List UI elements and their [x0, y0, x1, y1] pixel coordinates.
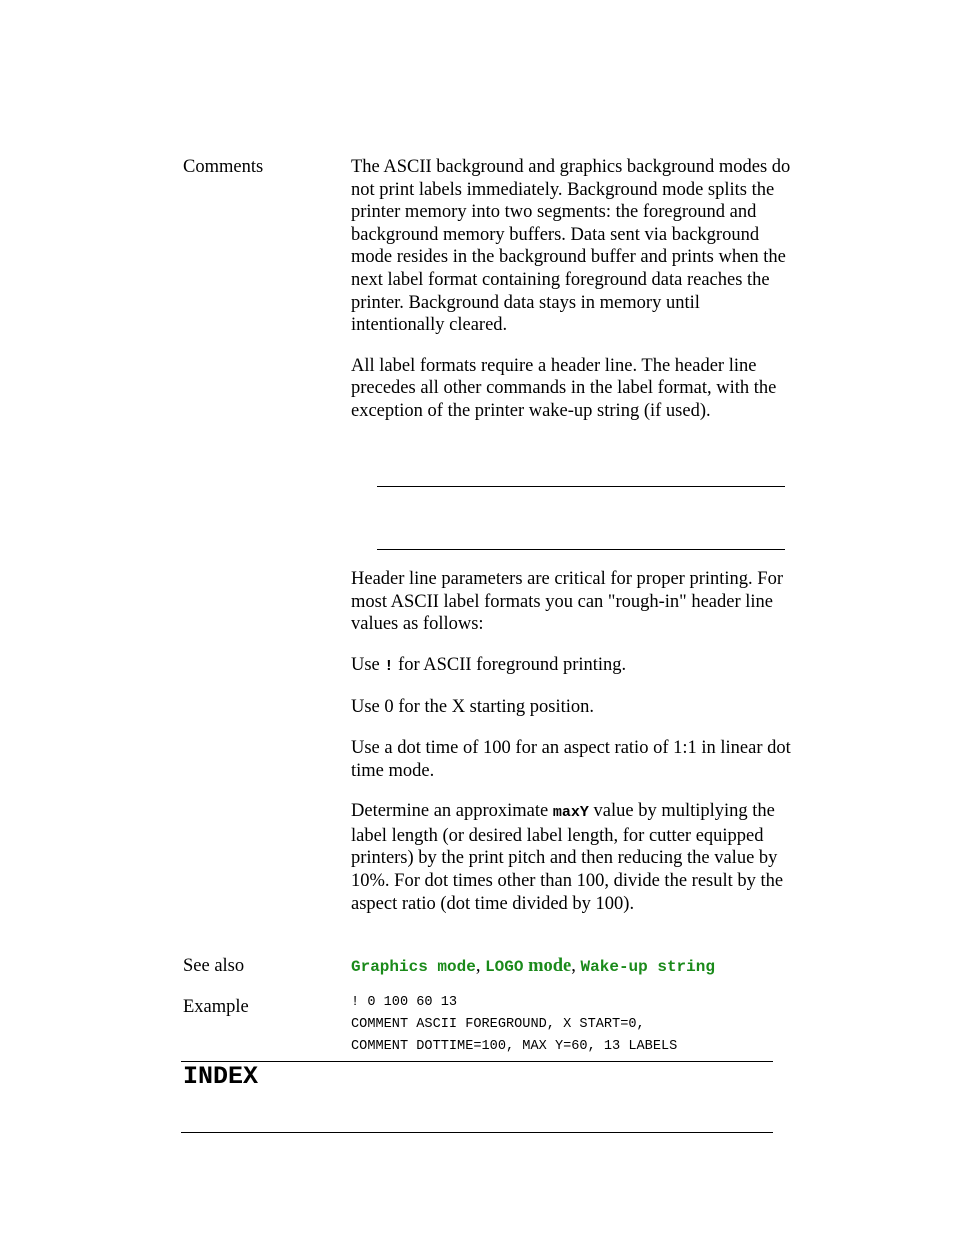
- note-top-rule: [377, 486, 785, 487]
- index-bottom-rule: [181, 1132, 773, 1133]
- header-params-paragraph: Header line parameters are critical for proper printing. For most ASCII label formats you can "rough-in" header line values as follows:: [351, 569, 783, 635]
- index-top-rule: [181, 1061, 773, 1062]
- code-line: COMMENT DOTTIME=100, MAX Y=60, 13 LABELS: [351, 1039, 678, 1054]
- code-line: ! 0 100 60 13: [351, 995, 458, 1010]
- graphics-mode-link[interactable]: Graphics mode: [351, 958, 476, 976]
- ascii-foreground-tip: Use ! for ASCII foreground printing.: [351, 654, 627, 675]
- comments-body: [351, 156, 791, 423]
- maxy-tip: Determine an approximate maxY value by multiplying the label length (or desired label length, for cutter equipped printers) by the print pitch and then reducing the value by 10%. For dot times other than 100, divide the result by the aspect ratio (dot time divided by 100).: [351, 801, 784, 914]
- see-also-links: Graphics mode, LOGO mode, Wake-up string: [351, 956, 715, 976]
- wake-up-string-link[interactable]: Wake-up string: [580, 958, 715, 976]
- bang-code: !: [384, 657, 394, 675]
- logo-mode-link[interactable]: LOGO mode: [485, 956, 572, 976]
- dot-time-tip: Use a dot time of 100 for an aspect ratio of 1:1 in linear dot time mode.: [351, 737, 791, 781]
- header-notes: [351, 568, 791, 915]
- maxy-code: maxY: [552, 804, 589, 822]
- example-code: [351, 992, 677, 1058]
- x-start-tip: Use 0 for the X starting position.: [351, 697, 595, 718]
- example-label: Example: [183, 997, 249, 1017]
- code-line: COMMENT ASCII FOREGROUND, X START=0,: [351, 1017, 645, 1032]
- comments-paragraph-2: All label formats require a header line. The header line precedes all other commands in the label format, with the exception of the printer wake-up string (if used).: [351, 355, 777, 421]
- note-bottom-rule: [377, 549, 785, 550]
- index-heading: INDEX: [183, 1062, 259, 1091]
- see-also-label: See also: [183, 956, 245, 976]
- comments-paragraph-1: The ASCII background and graphics background modes do not print labels immediately. Background mode splits the printer memory into two segments: the foreground and background memory buffers. Data sent via background mode resides in the background buffer and prints when the next label format containing foreground data reaches the printer. Background data stays in memory until intentionally cleared.: [351, 157, 791, 336]
- comments-label: Comments: [183, 157, 264, 177]
